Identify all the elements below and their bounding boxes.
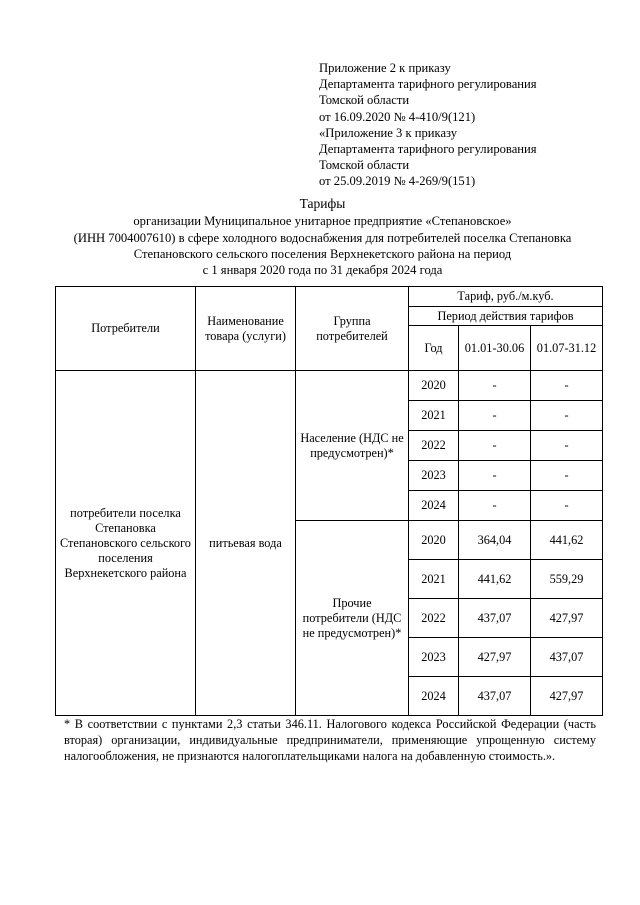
tariff-cell: - [459,491,531,521]
year-cell: 2024 [409,677,459,716]
header-consumers: Потребители [56,287,196,371]
header-tariff: Тариф, руб./м.куб. [409,287,603,307]
group-cell: Прочие потребители (НДС не предусмотрен)* [296,521,409,716]
year-cell: 2020 [409,371,459,401]
group-cell: Население (НДС не предусмотрен)* [296,371,409,521]
tariff-cell: - [531,371,603,401]
header-line: Департамента тарифного регулирования [319,77,537,92]
table-row [56,371,603,401]
header-line: Приложение 2 к приказу [319,61,451,75]
header-period: Период действия тарифов [409,307,603,326]
tariff-cell: 437,07 [531,638,603,677]
year-cell: 2024 [409,491,459,521]
header-line: Томской области [319,158,410,173]
tariff-cell: 427,97 [459,638,531,677]
year-cell: 2022 [409,599,459,638]
footnote: * В соответствии с пунктами 2,3 статьи 346.11. Налогового кодекса Российской Федерации (часть вторая) организации, индивидуальные предприниматели, применяющие упрощенную систему налогообложения, не признаются налогоплательщиками налога на добавленную стоимость.». [64,717,596,764]
tariff-cell: - [459,461,531,491]
tariff-cell: 427,97 [531,677,603,716]
consumer-cell: потребители поселка Степановка Степановского сельского поселения Верхнекетского района [56,371,196,716]
tariff-cell: - [531,401,603,431]
appendix-header [319,60,619,190]
document-title [30,196,615,278]
tariff-cell: 427,97 [531,599,603,638]
tariff-cell: 441,62 [531,521,603,560]
header-line: «Приложение 3 к приказу [319,125,458,140]
tariff-cell: 559,29 [531,560,603,599]
tariff-cell: - [459,371,531,401]
tariff-cell: - [459,431,531,461]
title-line: организации Муниципальное унитарное предприятие «Степановское» [133,214,512,229]
year-cell: 2021 [409,560,459,599]
year-cell: 2022 [409,431,459,461]
tariff-cell: - [531,461,603,491]
title-line: с 1 января 2020 года по 31 декабря 2024 года [202,263,443,278]
table-header-row [56,287,603,307]
year-cell: 2021 [409,401,459,431]
tariff-cell: - [531,431,603,461]
year-cell: 2020 [409,521,459,560]
tariff-cell: 437,07 [459,599,531,638]
header-line: от 16.09.2020 № 4-410/9(121) [319,109,476,124]
tariff-cell: 364,04 [459,521,531,560]
header-product: Наименование товара (услуги) [196,287,296,371]
tariff-table [55,286,603,716]
header-half1: 01.01-30.06 [459,326,531,371]
year-cell: 2023 [409,461,459,491]
header-half2: 01.07-31.12 [531,326,603,371]
tariff-cell: 437,07 [459,677,531,716]
header-group: Группа потребителей [296,287,409,371]
year-cell: 2023 [409,638,459,677]
title-line: (ИНН 7004007610) в сфере холодного водоснабжения для потребителей поселка Степановка [73,230,572,245]
tariff-cell: - [531,491,603,521]
header-line: Департамента тарифного регулирования [319,142,537,157]
tariff-cell: - [459,401,531,431]
tariff-cell: 441,62 [459,560,531,599]
title-line: Степановского сельского поселения Верхнекетского района на период [133,246,512,261]
product-cell: питьевая вода [196,371,296,716]
header-line: Томской области [319,93,410,108]
header-line: от 25.09.2019 № 4-269/9(151) [319,174,476,189]
title-main: Тарифы [299,196,346,211]
header-year: Год [409,326,459,371]
